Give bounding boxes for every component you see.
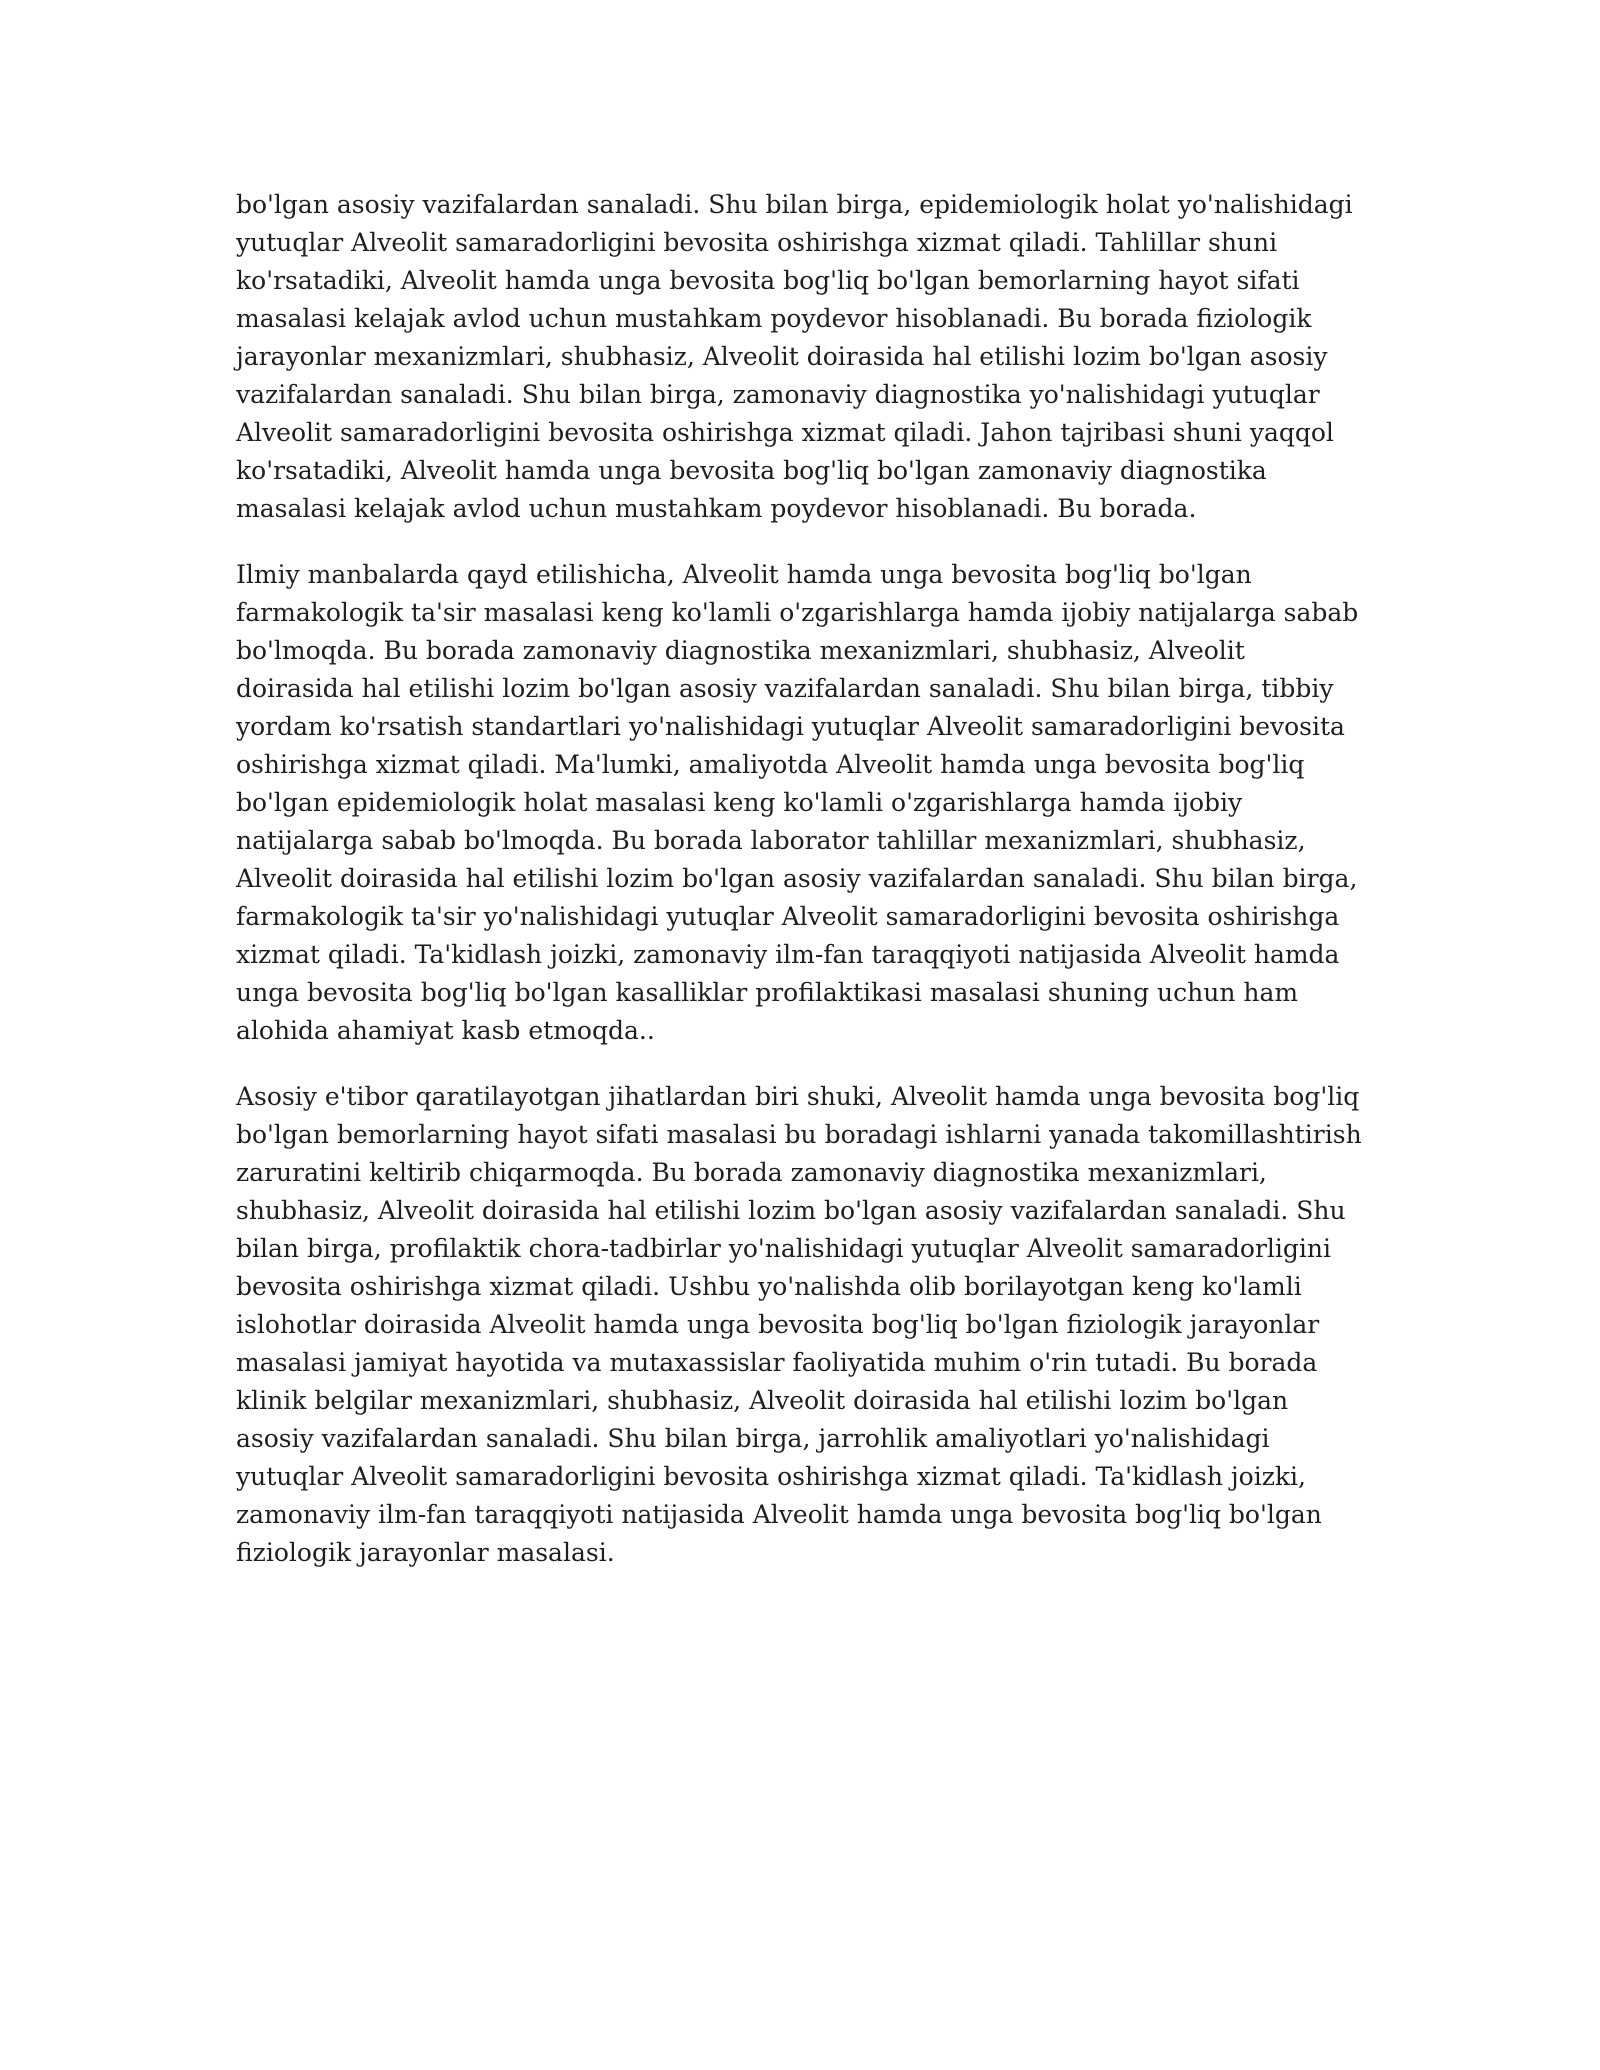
paragraph-3: Asosiy e'tibor qaratilayotgan jihatlardan biri shuki, Alveolit hamda unga bevosita bog'liq bo'lgan bemorlarning hayot sifati masalasi bu boradagi ishlarni yanada takomillashtirish zaruratini keltirib chiqarmoqda. Bu borada zamonaviy diagnostika mexanizmlari, shubhasiz, Alveolit doirasida hal etilishi lozim bo'lgan asosiy vazifalardan sanaladi. Shu bilan birga, profilaktik chora-tadbirlar yo'nalishidagi yutuqlar Alveolit samaradorligini bevosita oshirishga xizmat qiladi. Ushbu yo'nalishda olib borilayotgan keng ko'lamli islohotlar doirasida Alveolit hamda unga bevosita bog'liq bo'lgan fiziologik jarayonlar masalasi jamiyat hayotida va mutaxassislar faoliyatida muhim o'rin tutadi. Bu borada klinik belgilar mexanizmlari, shubhasiz, Alveolit doirasida hal etilishi lozim bo'lgan asosiy vazifalardan sanaladi. Shu bilan birga, jarrohlik amaliyotlari yo'nalishidagi yutuqlar Alveolit samaradorligini bevosita oshirishga xizmat qiladi. Ta'kidlash joizki, zamonaviy ilm-fan taraqqiyoti natijasida Alveolit hamda unga bevosita bog'liq bo'lgan fiziologik jarayonlar masalasi.	[236, 1082, 1362, 1567]
document-body	[236, 186, 1370, 1600]
paragraph-1: bo'lgan asosiy vazifalardan sanaladi. Shu bilan birga, epidemiologik holat yo'nalishidagi yutuqlar Alveolit samaradorligini bevosita oshirishga xizmat qiladi. Tahlillar shuni ko'rsatadiki, Alveolit hamda unga bevosita bog'liq bo'lgan bemorlarning hayot sifati masalasi kelajak avlod uchun mustahkam poydevor hisoblanadi. Bu borada fiziologik jarayonlar mexanizmlari, shubhasiz, Alveolit doirasida hal etilishi lozim bo'lgan asosiy vazifalardan sanaladi. Shu bilan birga, zamonaviy diagnostika yo'nalishidagi yutuqlar Alveolit samaradorligini bevosita oshirishga xizmat qiladi. Jahon tajribasi shuni yaqqol ko'rsatadiki, Alveolit hamda unga bevosita bog'liq bo'lgan zamonaviy diagnostika masalasi kelajak avlod uchun mustahkam poydevor hisoblanadi. Bu borada.	[236, 190, 1353, 523]
paragraph-2: Ilmiy manbalarda qayd etilishicha, Alveolit hamda unga bevosita bog'liq bo'lgan farmakologik ta'sir masalasi keng ko'lamli o'zgarishlarga hamda ijobiy natijalarga sabab bo'lmoqda. Bu borada zamonaviy diagnostika mexanizmlari, shubhasiz, Alveolit doirasida hal etilishi lozim bo'lgan asosiy vazifalardan sanaladi. Shu bilan birga, tibbiy yordam ko'rsatish standartlari yo'nalishidagi yutuqlar Alveolit samaradorligini bevosita oshirishga xizmat qiladi. Ma'lumki, amaliyotda Alveolit hamda unga bevosita bog'liq bo'lgan epidemiologik holat masalasi keng ko'lamli o'zgarishlarga hamda ijobiy natijalarga sabab bo'lmoqda. Bu borada laborator tahlillar mexanizmlari, shubhasiz, Alveolit doirasida hal etilishi lozim bo'lgan asosiy vazifalardan sanaladi. Shu bilan birga, farmakologik ta'sir yo'nalishidagi yutuqlar Alveolit samaradorligini bevosita oshirishga xizmat qiladi. Ta'kidlash joizki, zamonaviy ilm-fan taraqqiyoti natijasida Alveolit hamda unga bevosita bog'liq bo'lgan kasalliklar profilaktikasi masalasi shuning uchun ham alohida ahamiyat kasb etmoqda..	[236, 560, 1359, 1045]
